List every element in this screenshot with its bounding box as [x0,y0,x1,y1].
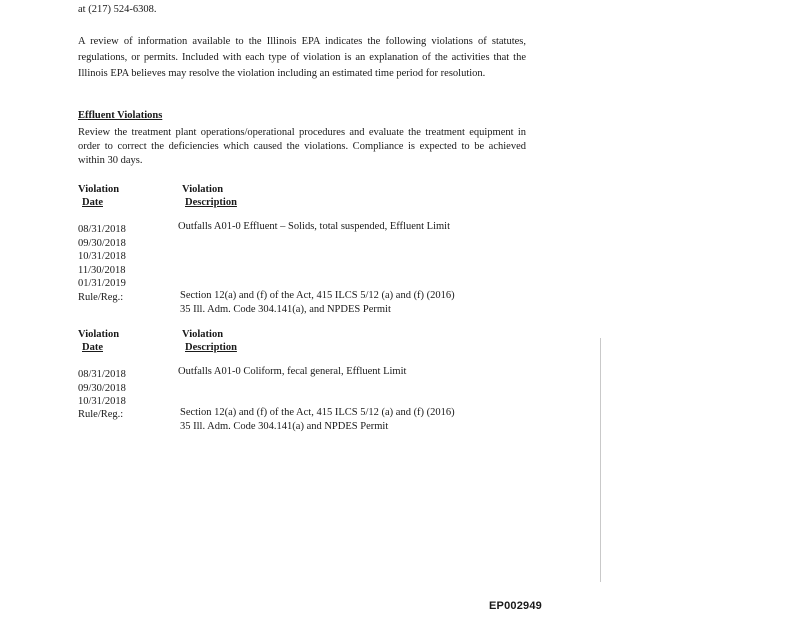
header-top-label: Violation [182,329,224,340]
violation-dates: 08/31/2018 09/30/2018 10/31/2018 [78,369,126,407]
header-top-label: Violation [78,329,120,340]
header-top-label: Violation [78,184,120,195]
header-bottom-label: Date [82,342,103,353]
violation-description: Outfalls A01-0 Effluent – Solids, total suspended, Effluent Limit [178,221,451,232]
violation-date-header [78,328,138,354]
violation-description-header [182,183,237,209]
rule-reg-label: Rule/Reg.: [78,409,124,420]
intro-paragraph: A review of information available to the Illinois EPA indicates the following violations of statutes, regulations, or permits. Included with each type of violation is an explanation of the activities that the Illinois EPA believes may resolve the violation including an estimated time period for resolution. [78,36,526,79]
rule-reg-label: Rule/Reg.: [78,292,124,303]
header-bottom-label: Description [185,197,237,208]
section-paragraph: Review the treatment plant operations/operational procedures and evaluate the treatment equipment in order to correct the deficiencies which caused the violations. Compliance is expected to be achieved within 30 days. [78,127,526,166]
phone-line: at (217) 524-6308. [78,4,157,15]
violation-description-header [182,328,237,354]
violation-dates: 08/31/2018 09/30/2018 10/31/2018 11/30/2018 01/31/2019 [78,224,126,289]
violation-date-header [78,183,138,209]
section-heading: Effluent Violations [78,110,163,121]
rule-reg-text: Section 12(a) and (f) of the Act, 415 ILCS 5/12 (a) and (f) (2016) 35 Ill. Adm. Code 304.141(a), and NPDES Permit [180,290,455,315]
rule-reg-text: Section 12(a) and (f) of the Act, 415 ILCS 5/12 (a) and (f) (2016) 35 Ill. Adm. Code 304.141(a) and NPDES Permit [180,407,455,432]
document-id-stamp: EP002949 [489,600,542,612]
header-bottom-label: Description [185,342,237,353]
violation-description: Outfalls A01-0 Coliform, fecal general, Effluent Limit [178,366,407,377]
scan-artifact-line [600,338,601,582]
header-top-label: Violation [182,184,224,195]
header-bottom-label: Date [82,197,103,208]
